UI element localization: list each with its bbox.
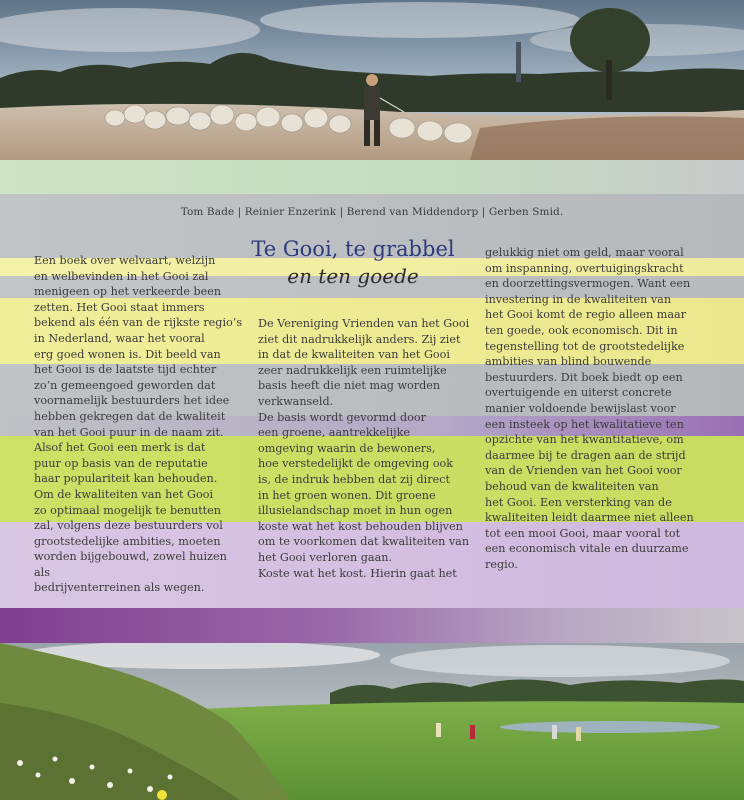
text-line: Alsof het Gooi een merk is dat xyxy=(34,441,206,455)
text-line: grootstedelijke ambities, moeten xyxy=(34,534,221,548)
text-line: daarmee bij te dragen aan de strijd xyxy=(485,448,686,462)
shepherd-sheep-illustration xyxy=(0,0,744,160)
text-line: zetten. Het Gooi staat immers xyxy=(34,300,205,314)
text-line: gelukkig niet om geld, maar vooral xyxy=(485,246,684,259)
text-line: illusielandschap moet in hun ogen xyxy=(258,504,453,518)
text-line: het Gooi verloren gaan. xyxy=(258,550,393,564)
text-line: in Nederland, waar het vooral xyxy=(34,331,205,345)
text-line: zal, volgens deze bestuurders vol xyxy=(34,519,223,533)
text-line: menigeen op het verkeerde been xyxy=(34,285,222,299)
text-line: bedrijventerreinen als wegen. xyxy=(34,581,205,595)
text-line: zo optimaal mogelijk te benutten xyxy=(34,503,222,517)
text-column-3 xyxy=(485,245,701,572)
text-line: De basis wordt gevormd door xyxy=(258,410,426,424)
text-line: en welbevinden in het Gooi zal xyxy=(34,269,209,283)
text-line: het Gooi. Een versterking van de xyxy=(485,495,672,509)
text-column-2 xyxy=(258,316,470,581)
text-line: verkwanseld. xyxy=(258,394,334,408)
text-line: een economisch vitale en duurzame xyxy=(485,542,689,556)
text-line: voornamelijk bestuurders het idee xyxy=(34,394,230,408)
text-line: manier voldoende bewijslast voor xyxy=(485,401,676,415)
authors-line: Tom Bade | Reinier Enzerink | Berend van Middendorp | Gerben Smid. xyxy=(180,206,564,218)
text-line: Koste wat het kost. Hierin gaat het xyxy=(258,566,457,580)
text-line: koste wat het kost behouden blijven xyxy=(258,519,463,533)
text-line: en doorzettingsvermogen. Want een xyxy=(485,277,691,291)
text-line: in dat de kwaliteiten van het Gooi xyxy=(258,348,450,362)
text-line: een insteek op het kwalitatieve ten xyxy=(485,417,684,431)
golf-course-illustration xyxy=(0,643,744,800)
text-line: erg goed wonen is. Dit beeld van xyxy=(34,347,221,361)
text-line: van het Gooi puur in de naam zit. xyxy=(34,425,224,439)
text-line: puur op basis van de reputatie xyxy=(34,456,208,470)
text-line: een groene, aantrekkelijke xyxy=(258,426,411,440)
text-line: omgeving waarin de bewoners, xyxy=(258,441,436,455)
article-title xyxy=(230,236,476,290)
text-line: De Vereniging Vrienden van het Gooi xyxy=(258,317,470,330)
title-line-2: en ten goede xyxy=(287,264,419,288)
band-green xyxy=(0,160,744,194)
photo-golf-course xyxy=(0,643,744,800)
text-line: basis heeft die niet mag worden xyxy=(258,379,441,393)
text-line: Om de kwaliteiten van het Gooi xyxy=(34,487,214,501)
text-line: behoud van de kwaliteiten van xyxy=(485,479,659,493)
text-line: om inspanning, overtuigingskracht xyxy=(485,261,684,275)
text-line: het Gooi komt de regio alleen maar xyxy=(485,308,687,322)
text-line: ziet dit nadrukkelijk anders. Zij ziet xyxy=(258,332,461,346)
text-line: worden bijgebouwd, zowel huizen als xyxy=(34,550,227,579)
text-line: bekend als één van de rijkste regio’s xyxy=(34,316,243,330)
text-line: investering in de kwaliteiten van xyxy=(485,292,672,306)
text-line: haar populariteit kan behouden. xyxy=(34,472,218,486)
text-line: tegenstelling tot de grootstedelijke xyxy=(485,339,685,353)
text-line: in het groen wonen. Dit groene xyxy=(258,488,436,502)
text-line: opzichte van het kwantitatieve, om xyxy=(485,433,684,447)
text-line: ten goede, ook economisch. Dit in xyxy=(485,323,678,337)
text-line: zo’n gemeengoed geworden dat xyxy=(34,378,216,392)
text-line: Een boek over welvaart, welzijn xyxy=(34,254,216,267)
text-line: tot een mooi Gooi, maar vooral tot xyxy=(485,526,681,540)
text-line: hoe verstedelijkt de omgeving ook xyxy=(258,457,454,471)
photo-shepherd-heath xyxy=(0,0,744,160)
text-line: van de Vrienden van het Gooi voor xyxy=(485,464,682,478)
text-line: overtuigende en uiterst concrete xyxy=(485,386,672,400)
text-line: kwaliteiten leidt daarmee niet alleen xyxy=(485,511,694,525)
title-line-1: Te Gooi, te grabbel xyxy=(251,237,455,261)
text-line: ambities van blind bouwende xyxy=(485,355,652,369)
text-column-1 xyxy=(34,253,244,596)
text-line: is, de indruk hebben dat zij direct xyxy=(258,472,450,486)
text-line: om te voorkomen dat kwaliteiten van xyxy=(258,535,470,549)
text-line: bestuurders. Dit boek biedt op een xyxy=(485,370,683,384)
text-line: regio. xyxy=(485,557,518,571)
text-line: hebben gekregen dat de kwaliteit xyxy=(34,409,226,423)
band-purple-dark xyxy=(0,608,744,643)
text-line: het Gooi is de laatste tijd echter xyxy=(34,363,217,377)
text-line: zeer nadrukkelijk een ruimtelijke xyxy=(258,363,447,377)
